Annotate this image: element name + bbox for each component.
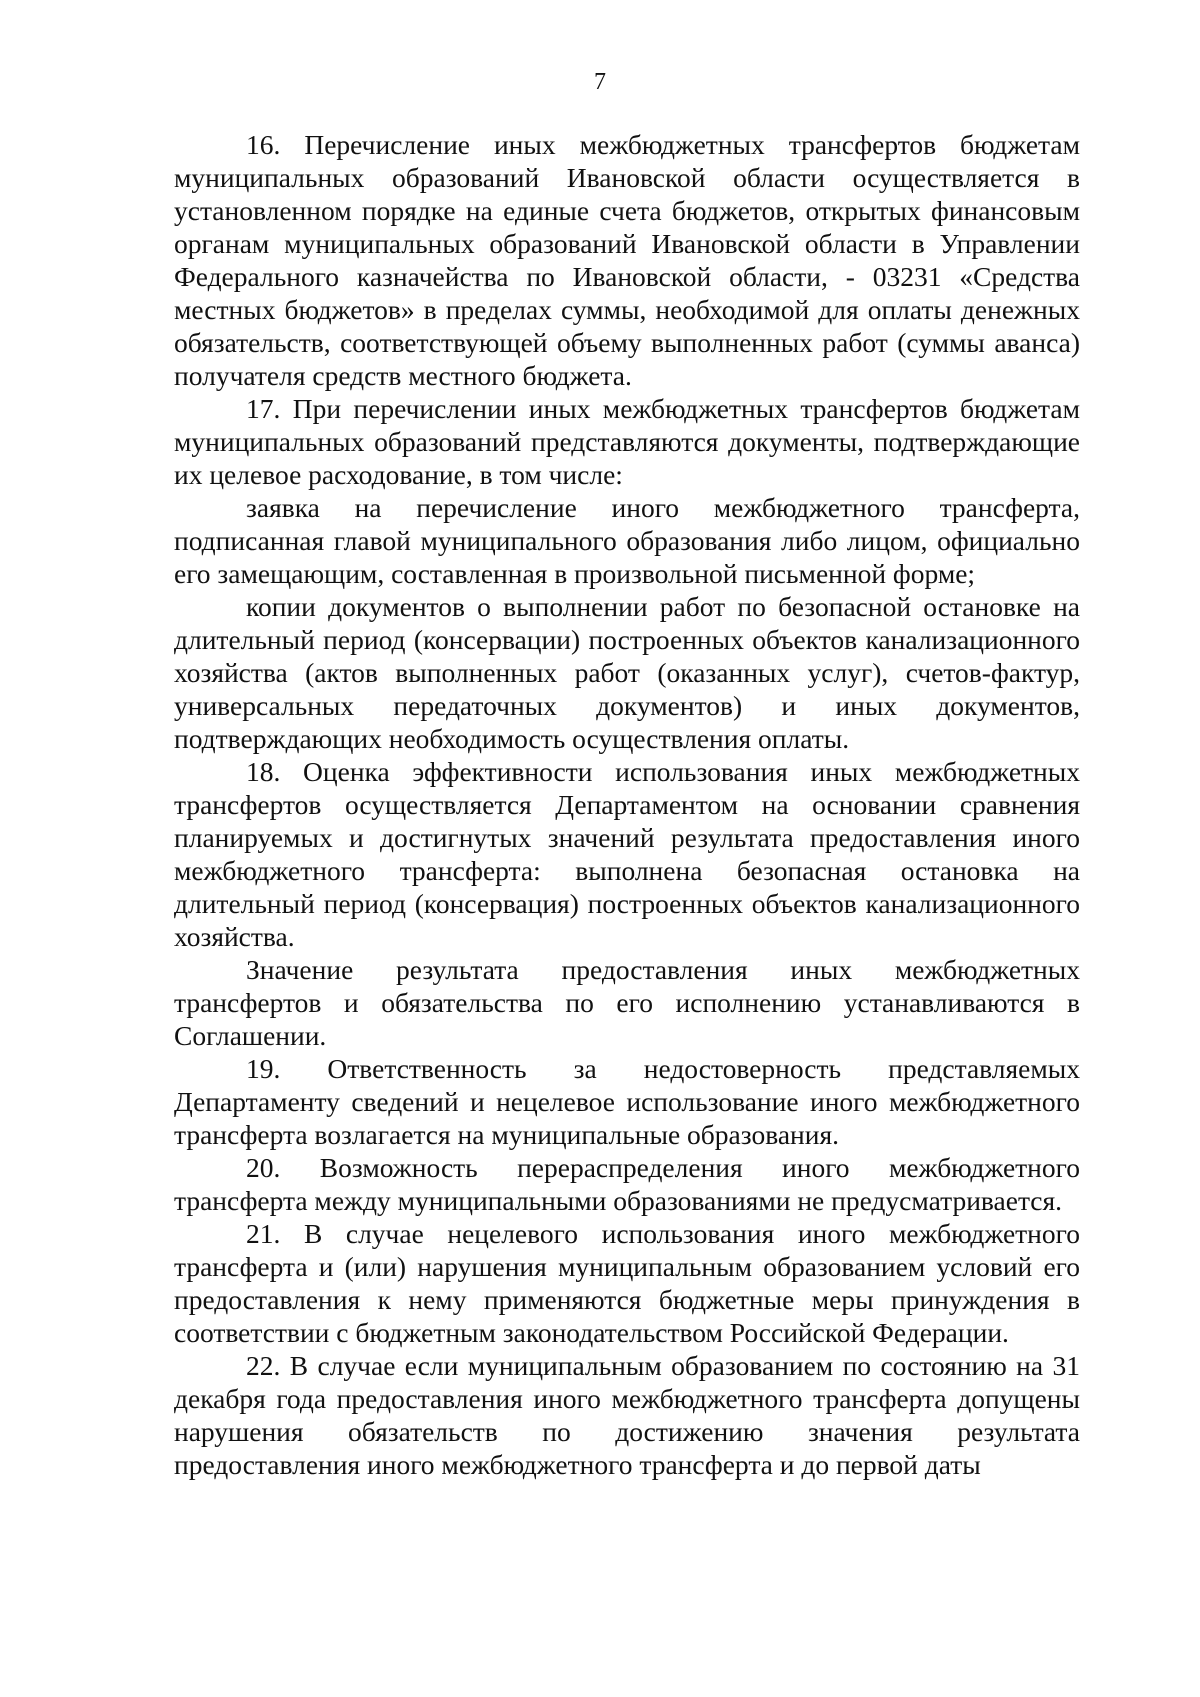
paragraph-19: 19. Ответственность за недостоверность представляемых Департаменту сведений и нецелевое использование иного межбюджетного трансферта возлагается на муниципальные образования. bbox=[174, 1053, 1080, 1150]
paragraph-21: 21. В случае нецелевого использования иного межбюджетного трансферта и (или) нарушения муниципальным образованием условий его предоставления к нему применяются бюджетные меры принуждения в соответствии с бюджетным законодательством Российской Федерации. bbox=[174, 1218, 1080, 1348]
paragraph-16: 16. Перечисление иных межбюджетных трансфертов бюджетам муниципальных образований Ивановской области осуществляется в установленном порядке на единые счета бюджетов, открытых финансовым органам муниципальных образований Ивановской области в Управлении Федерального казначейства по Ивановской области, - 03231 «Средства местных бюджетов» в пределах суммы, необходимой для оплаты денежных обязательств, соответствующей объему выполненных работ (суммы аванса) получателя средств местного бюджета. bbox=[174, 129, 1080, 391]
document-body bbox=[174, 128, 1080, 1481]
paragraph-17-item-application: заявка на перечисление иного межбюджетного трансферта, подписанная главой муниципального образования либо лицом, официально его замещающим, составленная в произвольной письменной форме; bbox=[174, 492, 1080, 589]
paragraph-17: 17. При перечислении иных межбюджетных трансфертов бюджетам муниципальных образований представляются документы, подтверждающие их целевое расходование, в том числе: bbox=[174, 393, 1080, 490]
paragraph-18: 18. Оценка эффективности использования иных межбюджетных трансфертов осуществляется Департаментом на основании сравнения планируемых и достигнутых значений результата предоставления иного межбюджетного трансферта: выполнена безопасная остановка на длительный период (консервация) построенных объектов канализационного хозяйства. bbox=[174, 756, 1080, 952]
page-number: 7 bbox=[594, 69, 606, 95]
paragraph-18-result-value: Значение результата предоставления иных межбюджетных трансфертов и обязательства по его исполнению устанавливаются в Соглашении. bbox=[174, 954, 1080, 1051]
paragraph-22: 22. В случае если муниципальным образованием по состоянию на 31 декабря года предоставления иного межбюджетного трансферта допущены нарушения обязательств по достижению значения результата предоставления иного межбюджетного трансферта и до первой даты bbox=[174, 1350, 1080, 1480]
paragraph-17-item-document-copies: копии документов о выполнении работ по безопасной остановке на длительный период (консервации) построенных объектов канализационного хозяйства (актов выполненных работ (оказанных услуг), счетов-фактур, универсальных передаточных документов) и иных документов, подтверждающих необходимость осуществления оплаты. bbox=[174, 591, 1080, 754]
paragraph-20: 20. Возможность перераспределения иного межбюджетного трансферта между муниципальными образованиями не предусматривается. bbox=[174, 1152, 1080, 1216]
